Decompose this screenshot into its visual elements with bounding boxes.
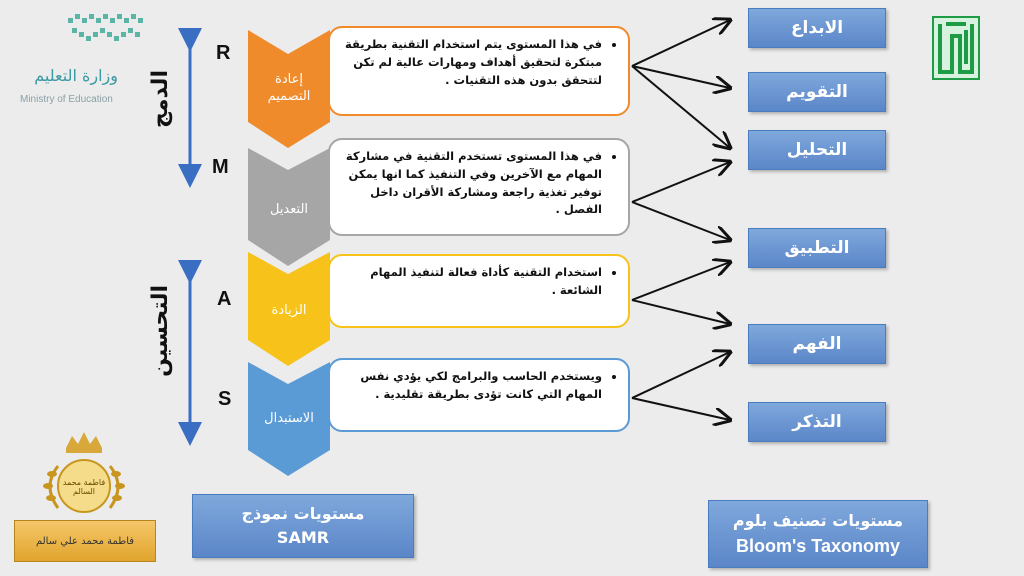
arrow-m-to-analyze [632,162,730,202]
bloom-levels-title [708,500,928,568]
bloom-apply: التطبيق [748,228,886,268]
arrow-s-to-understand [632,352,730,398]
description-text: • ويستخدم الحاسب والبرامج لكي يؤدي نفس المهام التي كانت تؤدى بطريقة تقليدية . [342,368,602,404]
enhancement-label: التحسين [148,285,173,377]
letter-s: S [218,388,232,410]
samr-title-ar: مستويات نموذج [241,504,365,523]
bloom-remember: التذكر [748,402,886,442]
level-name-substitution: الاستبدال [264,411,314,426]
level-name-augmentation: الزيادة [271,303,307,318]
arrow-m-to-apply [632,202,730,240]
transformation-label: الدمج [148,70,173,128]
crown-wreath-icon [28,430,140,516]
badge-signature: فاطمة محمد السالم [62,478,106,496]
description-text: • في هذا المستوى يتم استخدام التقنية بطريقة مبتكرة لتحقيق أهداف ومهارات عالية لم تكن لتتحقق بدون هذه التقنيات . [342,36,602,89]
bloom-title-en: Bloom's Taxonomy [736,535,900,556]
arrow-r-to-create [632,20,730,66]
level-name-redefinition: إعادة التصميم [267,72,311,104]
letter-r: R [216,42,231,64]
arrow-r-to-analyze [632,66,730,148]
arrow-s-to-remember [632,398,730,420]
arrow-a-to-understand [632,300,730,324]
samr-levels-title [192,494,414,558]
arrow-a-to-apply [632,262,730,300]
bloom-understand: الفهم [748,324,886,364]
ministry-name-ar: وزارة التعليم [34,66,118,85]
samr-title-en: SAMR [276,528,330,547]
description-text: • استخدام التقنية كأداة فعالة لتنفيذ المهام الشائعة . [342,264,602,300]
letter-a: A [217,288,232,310]
bloom-analyze: التحليل [748,130,886,170]
description-text: • في هذا المستوى تستخدم التقنية في مشاركة المهام مع الآخرين وفي التنفيذ كما انها يمكن توفير تغذية راجعة ومشاركة الأقران داخل الفصل . [342,148,602,219]
bloom-title-ar: مستويات تصنيف بلوم [732,510,904,530]
level-name-modification: التعديل [269,202,309,217]
ministry-name-en: Ministry of Education [20,94,113,105]
bloom-evaluate: التقويم [748,72,886,112]
letter-m: M [212,156,229,178]
bloom-create: الابداع [748,8,886,48]
author-name: فاطمة محمد علي سالم [14,520,156,562]
